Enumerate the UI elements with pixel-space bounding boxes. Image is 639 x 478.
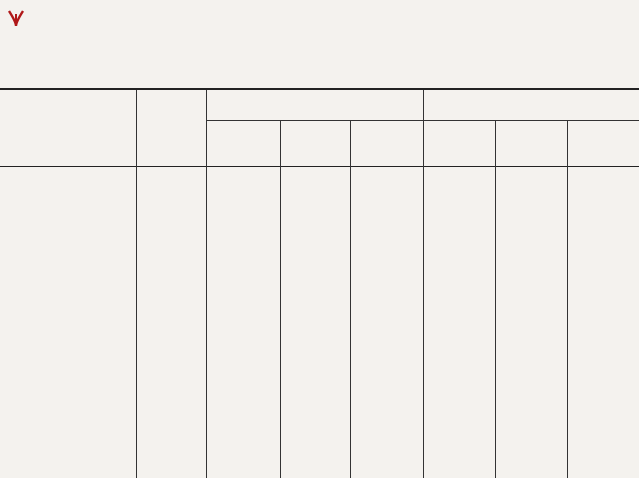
site-logo[interactable] (6, 7, 30, 29)
logo-icon (6, 8, 26, 28)
col-divider (350, 120, 351, 478)
col-divider (206, 90, 207, 478)
header-bottom-rule (0, 166, 639, 167)
table-title-row (0, 32, 639, 62)
col-divider (495, 120, 496, 478)
col-divider (136, 90, 137, 478)
col-divider (567, 120, 568, 478)
table-top-rule (0, 88, 639, 90)
col-divider (423, 90, 424, 478)
col-divider (280, 120, 281, 478)
